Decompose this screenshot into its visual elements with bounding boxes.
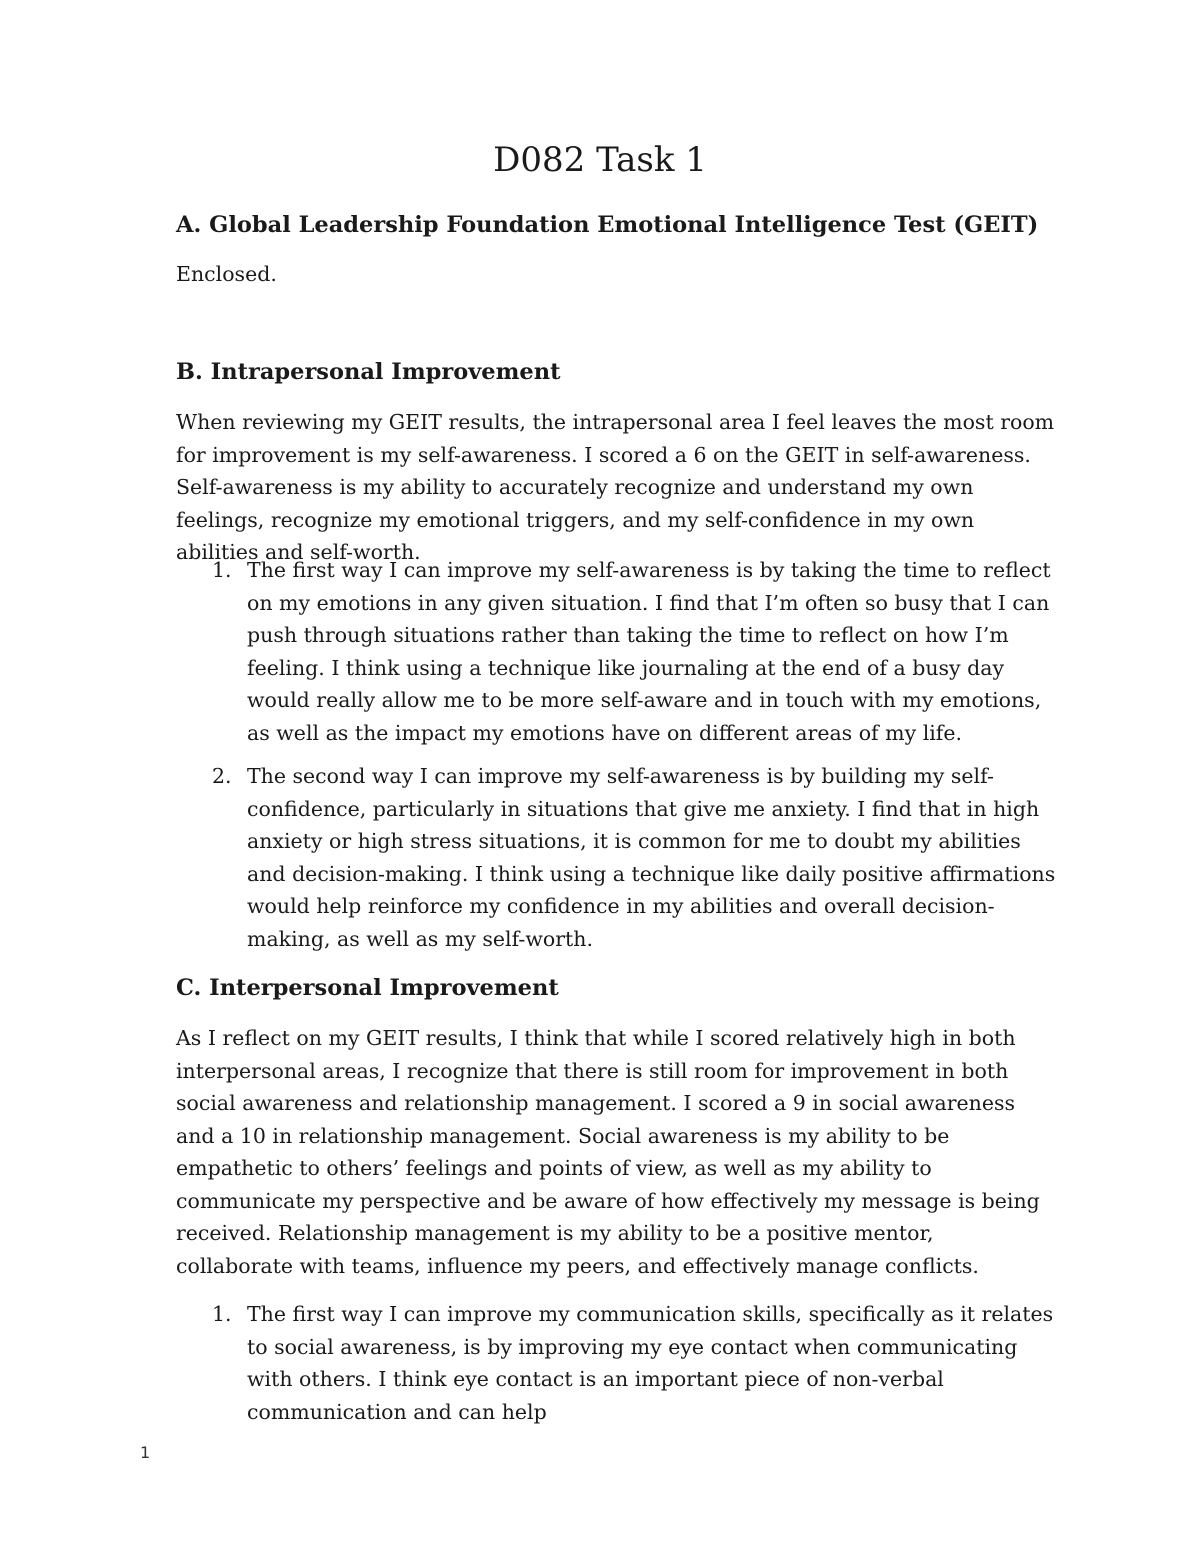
list-item [176,554,1056,749]
page-number: 1 [140,1443,151,1462]
list-item-number: 1. [212,1302,232,1326]
section-c-body: As I reflect on my GEIT results, I think that while I scored relatively high in both interpersonal areas, I recognize that there is still room for improvement in both social awareness and relationship management. I scored a 9 in social awareness and a 10 in relationship management. Social awareness is my ability to be empathetic to others’ feelings and points of view, as well as my ability to communicate my perspective and be aware of how effectively my message is being received. Relationship management is my ability to be a positive mentor, collaborate with teams, influence my peers, and effectively manage conflicts. [176,1026,1040,1278]
section-c-heading: C. Interpersonal Improvement [176,975,559,1001]
list-item-text: The second way I can improve my self-awareness is by building my self-confidence, particularly in situations that give me anxiety. I find that in high anxiety or high stress situations, it is common for me to doubt my abilities and decision-making. I think using a technique like daily positive affirmations would help reinforce my confidence in my abilities and overall decision-making, as well as my self-worth. [247,764,1056,951]
section-b-body: When reviewing my GEIT results, the intrapersonal area I feel leaves the most room for improvement is my self-awareness. I scored a 6 on the GEIT in self-awareness. Self-awareness is my ability to accurately recognize and understand my own feelings, recognize my emotional triggers, and my self-confidence in my own abilities and self-worth. [176,410,1055,564]
list-item-number: 2. [212,764,232,788]
list-item [176,1298,1056,1428]
section-c-list [176,1298,1056,1439]
section-b-heading: B. Intrapersonal Improvement [176,359,561,385]
list-item-number: 1. [212,558,232,582]
section-b-list [176,554,1056,966]
list-item-text: The first way I can improve my communication skills, specifically as it relates to social awareness, is by improving my eye contact when communicating with others. I think eye contact is an important piece of non-verbal communication and can help [247,1302,1054,1424]
list-item-text: The first way I can improve my self-awareness is by taking the time to reflect on my emotions in any given situation. I find that I’m often so busy that I can push through situations rather than taking the time to reflect on how I’m feeling. I think using a technique like journaling at the end of a busy day would really allow me to be more self-aware and in touch with my emotions, as well as the impact my emotions have on different areas of my life. [247,558,1051,745]
section-a-heading: A. Global Leadership Foundation Emotional Intelligence Test (GEIT) [176,212,1039,238]
document-title: D082 Task 1 [493,140,707,180]
list-item [176,760,1056,955]
section-a-body: Enclosed. [176,262,277,286]
